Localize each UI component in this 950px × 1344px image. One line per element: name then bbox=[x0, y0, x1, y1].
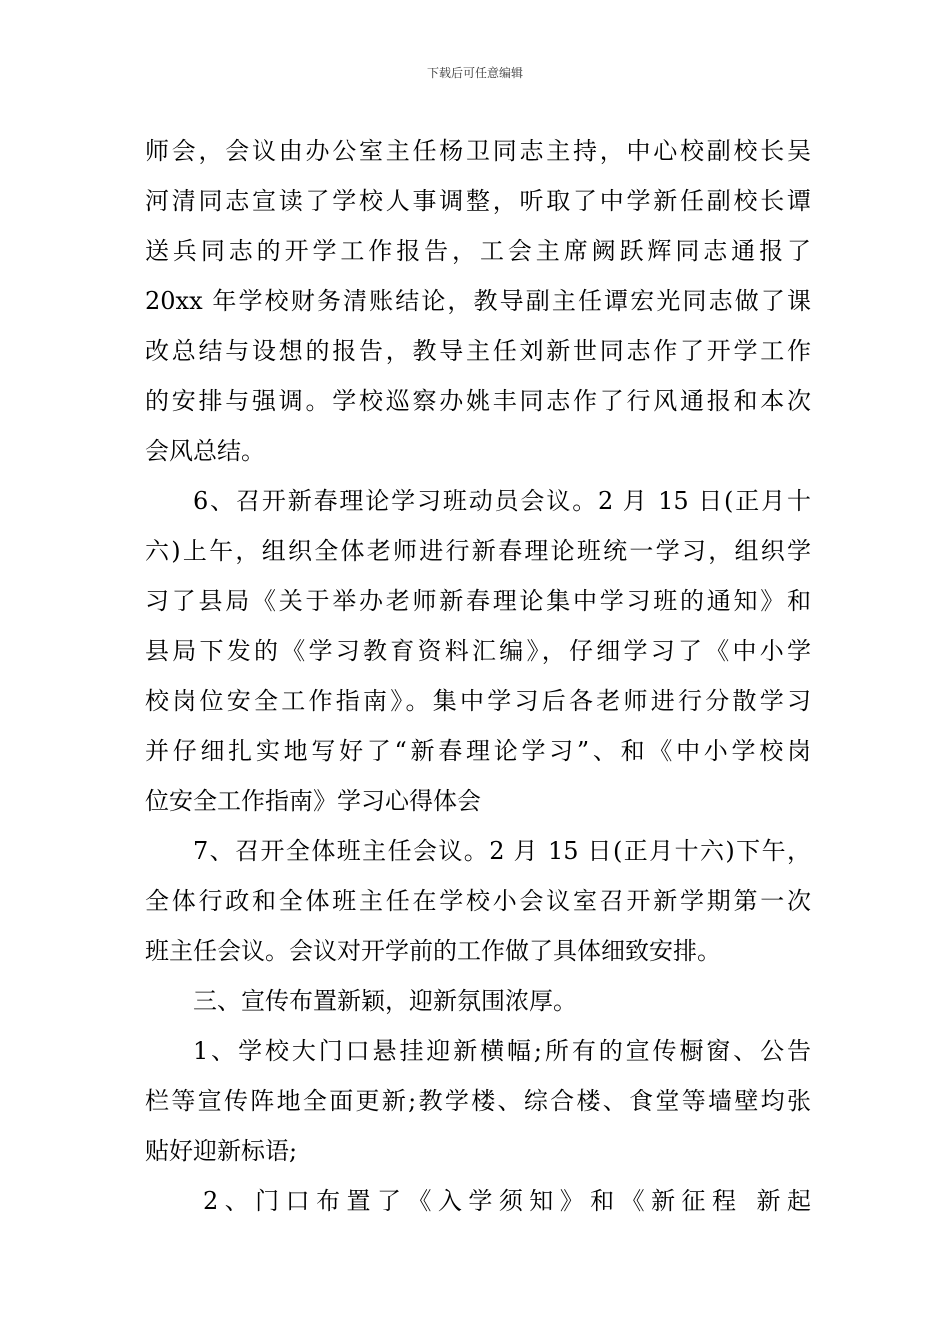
text-line: 7、召开全体班主任会议。2 月 15 日(正月十六)下午， bbox=[193, 837, 811, 865]
text-line: 的安排与强调。学校巡察办姚丰同志作了行风通报和本次 bbox=[145, 387, 811, 415]
document-body bbox=[145, 126, 811, 1226]
text-line: 2、门口布置了《入学须知》和《新征程 新起 bbox=[203, 1187, 811, 1215]
text-line: 师会，会议由办公室主任杨卫同志主持，中心校副校长吴 bbox=[145, 137, 811, 165]
text-line: 栏等宣传阵地全面更新;教学楼、综合楼、食堂等墙壁均张 bbox=[145, 1087, 811, 1115]
text-line: 位安全工作指南》学习心得体会 bbox=[145, 787, 481, 815]
text-line: 会风总结。 bbox=[145, 437, 265, 465]
text-line: 20xx 年学校财务清账结论，教导副主任谭宏光同志做了课 bbox=[145, 287, 811, 315]
text-line: 河清同志宣读了学校人事调整，听取了中学新任副校长谭 bbox=[145, 187, 811, 215]
text-line: 改总结与设想的报告，教导主任刘新世同志作了开学工作 bbox=[145, 337, 811, 365]
text-line: 6、召开新春理论学习班动员会议。2 月 15 日(正月十 bbox=[193, 487, 811, 515]
text-line: 班主任会议。会议对开学前的工作做了具体细致安排。 bbox=[145, 937, 721, 965]
text-line: 习了县局《关于举办老师新春理论集中学习班的通知》和 bbox=[145, 587, 811, 615]
text-line: 县局下发的《学习教育资料汇编》，仔细学习了《中小学 bbox=[145, 637, 811, 665]
text-line: 贴好迎新标语; bbox=[145, 1137, 298, 1165]
text-line: 全体行政和全体班主任在学校小会议室召开新学期第一次 bbox=[145, 887, 811, 915]
text-line: 并仔细扎实地写好了“新春理论学习”、和《中小学校岗 bbox=[145, 737, 811, 765]
text-line: 六)上午，组织全体老师进行新春理论班统一学习，组织学 bbox=[145, 537, 811, 565]
text-line: 校岗位安全工作指南》。集中学习后各老师进行分散学习 bbox=[145, 687, 811, 715]
page-header: 下载后可任意编辑 bbox=[426, 66, 523, 80]
text-line: 三、宣传布置新颖，迎新氛围浓厚。 bbox=[193, 987, 577, 1015]
text-line: 1、学校大门口悬挂迎新横幅;所有的宣传橱窗、公告 bbox=[193, 1037, 811, 1065]
text-line: 送兵同志的开学工作报告，工会主席阙跃辉同志通报了 bbox=[145, 237, 811, 265]
